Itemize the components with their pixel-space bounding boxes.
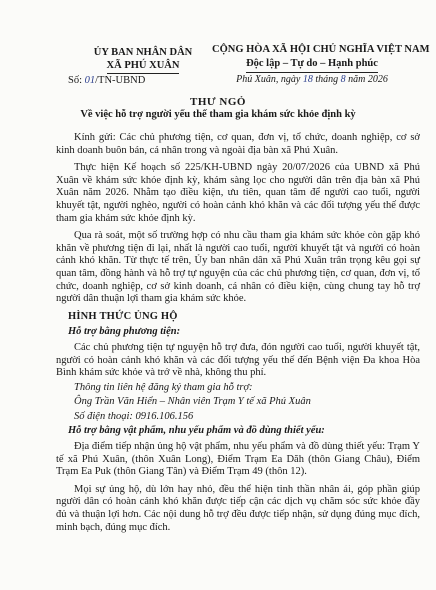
date-month: 8 <box>340 74 346 85</box>
support-vehicle-text: Các chủ phương tiện tự nguyện hỗ trợ đưa, đón người cao tuổi, người khuyết tật, người có hoàn cảnh khó khăn và các đối tượng yếu thế đến Bệnh viện Đa khoa Hòa Bình khám sức khỏe và trở về nhà, không thu phí. <box>56 341 420 379</box>
document-subject: Về việc hỗ trợ người yếu thế tham gia khám sức khỏe định kỳ <box>80 109 356 120</box>
date-day: 18 <box>302 74 313 85</box>
place-date <box>212 74 412 85</box>
closing-paragraph: Mọi sự ủng hộ, dù lớn hay nhỏ, đều thể hiện tinh thần nhân ái, góp phần giúp người dân có hoàn cảnh khó khăn được tiếp cận các dịch vụ chăm sóc sức khỏe đầy đủ và thuận lợi hơn. Các nội dung hỗ trợ đều được tiếp nhận, sử dụng đúng mục đích, minh bạch, đúng mục đích. <box>56 483 420 533</box>
number-handwritten: 01 <box>84 75 96 86</box>
issuing-authority <box>68 46 218 74</box>
support-goods-text: Địa điểm tiếp nhận ủng hộ vật phẩm, nhu yếu phẩm và đồ dùng thiết yếu: Trạm Y tế xã Phú Xuân, (thôn Xuân Long), Điểm Trạm Ea Dăh (thôn Giang Châu), Điểm Trạm Ea Puk (thôn Giang Tân) và Điểm Trạm 49 (thôn 12). <box>56 441 420 478</box>
document-number <box>68 75 145 86</box>
date-prefix: Phú Xuân, ngày <box>236 74 301 85</box>
contact-intro: Thông tin liên hệ đăng ký tham gia hỗ trợ: <box>74 381 253 393</box>
date-mid: tháng <box>315 74 339 85</box>
authority-commune: XÃ PHÚ XUÂN <box>107 59 180 74</box>
number-prefix: Số: <box>68 75 83 86</box>
paragraph-appeal: Qua rà soát, một số trường hợp có nhu cầu tham gia khám sức khỏe còn gặp khó khăn về phương tiện đi lại, nhất là người cao tuổi, người khuyết tật và người có hoàn cảnh khó khăn. Từ thực tế trên, Ủy ban nhân dân xã Phú Xuân trân trọng kêu gọi sự quan tâm, đồng hành và hỗ trợ tự nguyện của các chủ phương tiện, cơ quan, đơn vị, tổ chức, doanh nghiệp, cơ sở kinh doanh, cá nhân có điều kiện, cùng chung tay hỗ trợ người dân thuận lợi tham gia khám sức khỏe. <box>56 230 420 305</box>
greeting: Kính gửi: Các chủ phương tiện, cơ quan, đơn vị, tổ chức, doanh nghiệp, cơ sở kinh doanh buôn bán, cá nhân trong và ngoài địa bàn xã Phú Xuân. <box>56 132 420 156</box>
paragraph-plan: Thực hiện Kế hoạch số 225/KH-UBND ngày 20/07/2026 của UBND xã Phú Xuân về khám sức khỏe định kỳ, khám sàng lọc cho người dân trên địa bàn xã Phú Xuân năm 2026. Nhằm tạo điều kiện, ưu tiên, quan tâm để người cao tuổi, người khuyết tật, người nghèo, người có hoàn cảnh khó khăn và các đối tượng yếu thế được tham gia khám sức khỏe định kỳ. <box>56 162 420 224</box>
number-suffix: /TN-UBND <box>95 75 146 86</box>
contact-name: Ông Trần Văn Hiển – Nhân viên Trạm Y tế xã Phú Xuân <box>74 396 311 408</box>
support-vehicle-heading: Hỗ trợ bằng phương tiện: <box>68 326 181 338</box>
authority-name: ỦY BAN NHÂN DÂN <box>93 47 193 58</box>
country-name: CỘNG HÒA XÃ HỘI CHỦ NGHĨA VIỆT NAM <box>212 44 430 55</box>
national-heading <box>212 43 430 73</box>
support-goods-heading: Hỗ trợ bằng vật phẩm, nhu yếu phẩm và đồ dùng thiết yếu: <box>68 425 325 437</box>
national-motto: Độc lập – Tự do – Hạnh phúc <box>246 57 378 73</box>
document-title: THƯ NGỎ <box>190 96 246 108</box>
contact-phone: Số điện thoại: 0916.106.156 <box>74 410 194 422</box>
section-heading: HÌNH THỨC ỦNG HỘ <box>68 310 178 322</box>
letter-body <box>56 132 420 539</box>
date-suffix: năm 2026 <box>348 74 388 85</box>
